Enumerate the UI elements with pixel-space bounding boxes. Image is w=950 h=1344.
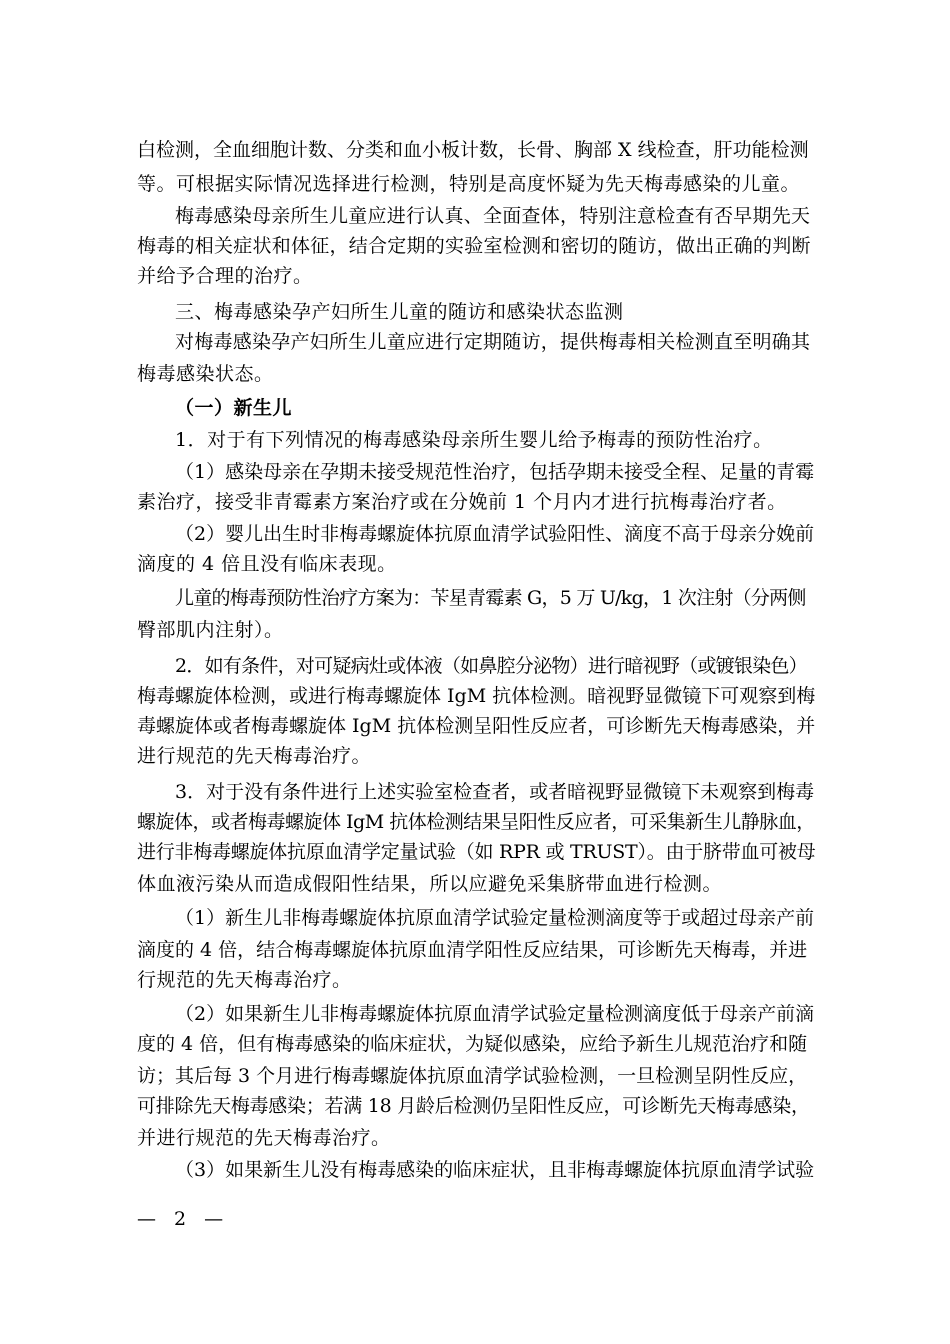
text-line: 访；其后每 3 个月进行梅毒螺旋体抗原血清学试验检测，一旦检测呈阴性反应， xyxy=(137,1065,808,1087)
text-line: 白检测，全血细胞计数、分类和血小板计数，长骨、胸部 X 线检查，肝功能检测 xyxy=(137,139,809,161)
text-line: 可排除先天梅毒感染；若满 18 月龄后检测仍呈阳性反应，可诊断先天梅毒感染， xyxy=(137,1095,810,1117)
text-line: 1．对于有下列情况的梅毒感染母亲所生婴儿给予梅毒的预防性治疗。 xyxy=(175,429,773,451)
text-line: （2）婴儿出生时非梅毒螺旋体抗原血清学试验阳性、滴度不高于母亲分娩前 xyxy=(175,523,815,545)
text-line: 进行规范的先天梅毒治疗。 xyxy=(137,745,372,767)
text-line: 梅毒的相关症状和体征，结合定期的实验室检测和密切的随访，做出正确的判断 xyxy=(137,235,811,257)
text-line: 体血液污染从而造成假阳性结果，所以应避免采集脐带血进行检测。 xyxy=(137,873,723,895)
text-line: 梅毒感染母亲所生儿童应进行认真、全面查体，特别注意检查有否早期先天 xyxy=(175,205,811,227)
text-line: 素治疗，接受非青霉素方案治疗或在分娩前 1 个月内才进行抗梅毒治疗者。 xyxy=(137,491,787,513)
text-line: 梅毒感染状态。 xyxy=(137,363,274,385)
text-line: 螺旋体，或者梅毒螺旋体 IgM 抗体检测结果呈阳性反应者，可采集新生儿静脉血， xyxy=(137,811,815,833)
text-line: 进行非梅毒螺旋体抗原血清学定量试验（如 RPR 或 TRUST）。由于脐带血可被母 xyxy=(137,841,816,863)
text-line: 臀部肌内注射）。 xyxy=(137,619,284,641)
text-line: 儿童的梅毒预防性治疗方案为：苄星青霉素 G，5 万 U/kg，1 次注射（分两侧 xyxy=(175,587,806,609)
text-line: （2）如果新生儿非梅毒螺旋体抗原血清学试验定量检测滴度低于母亲产前滴 xyxy=(175,1003,815,1025)
text-line: （1）感染母亲在孕期未接受规范性治疗，包括孕期未接受全程、足量的青霉 xyxy=(175,461,815,483)
text-line: （1）新生儿非梅毒螺旋体抗原血清学试验定量检测滴度等于或超过母亲产前 xyxy=(175,907,815,929)
text-line: 梅毒螺旋体检测，或进行梅毒螺旋体 IgM 抗体检测。暗视野显微镜下可观察到梅 xyxy=(137,685,816,707)
text-line: 度的 4 倍，但有梅毒感染的临床症状，为疑似感染，应给予新生儿规范治疗和随 xyxy=(137,1033,808,1055)
section-heading: 三、梅毒感染孕产妇所生儿童的随访和感染状态监测 xyxy=(175,301,624,323)
text-line: 并给予合理的治疗。 xyxy=(137,265,313,287)
text-line: 毒螺旋体或者梅毒螺旋体 IgM 抗体检测呈阳性反应者，可诊断先天梅毒感染，并 xyxy=(137,715,816,737)
subsection-heading: （一）新生儿 xyxy=(175,397,293,419)
text-line: 3．对于没有条件进行上述实验室检查者，或者暗视野显微镜下未观察到梅毒 xyxy=(175,781,815,803)
page-number: — 2 — xyxy=(137,1208,230,1230)
text-line: 对梅毒感染孕产妇所生儿童应进行定期随访，提供梅毒相关检测直至明确其 xyxy=(175,331,811,353)
text-line: 等。可根据实际情况选择进行检测，特别是高度怀疑为先天梅毒感染的儿童。 xyxy=(137,173,801,195)
text-line: 2．如有条件，对可疑病灶或体液（如鼻腔分泌物）进行暗视野（或镀银染色） xyxy=(175,655,807,677)
text-line: 滴度的 4 倍且没有临床表现。 xyxy=(137,553,397,575)
text-line: 并进行规范的先天梅毒治疗。 xyxy=(137,1127,391,1149)
text-line: 行规范的先天梅毒治疗。 xyxy=(137,969,352,991)
text-line: （3）如果新生儿没有梅毒感染的临床症状，且非梅毒螺旋体抗原血清学试验 xyxy=(175,1159,815,1181)
text-line: 滴度的 4 倍，结合梅毒螺旋体抗原血清学阳性反应结果，可诊断先天梅毒，并进 xyxy=(137,939,808,961)
